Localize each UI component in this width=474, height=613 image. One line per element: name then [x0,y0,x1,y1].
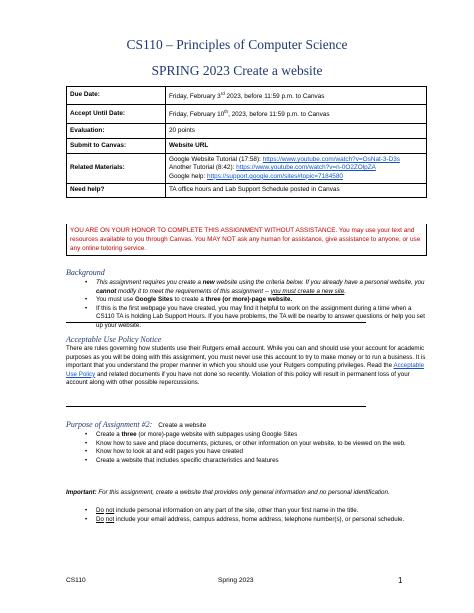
footer-term: Spring 2023 [218,577,254,584]
purpose-heading: Purpose of Assignment #2: Create a website [66,420,207,429]
aup-text: There are rules governing how students use their Rutgers email account. While you can and should use your account for academic purposes as you will be doing with this assignment, you must never use this account to try to make money or to run a business. It is important that you understand the proper manner in which you should use your Rutgers computing privileges. Read the Acceptable Use Policy and related documents if you have not done so recently. Violation of this policy will result in permanent loss of your account along with other possible repercussions. [66,345,426,387]
list-item: • If this is the first webpage you have created, you may find it helpful to work on the assignment during a time when a CS110 TA is holding Lab Support Hours. If you have problems, the TA will be nearby to answer questions or help you set up your website. [66,305,427,331]
background-heading: Background [66,268,105,277]
list-item: • You must use Google Sites to create a three (or more)-page website. [66,296,427,305]
material-link[interactable]: https://www.youtube.com/watch?v=n-0O2ZOlpZA [236,164,376,172]
evaluation-row [67,124,427,139]
purpose-list [66,431,427,465]
materials-label: Related Materials: [67,154,166,184]
footer-course: CS110 [66,577,86,584]
list-item: • Create a three (or more)-page website with subpages using Google Sites [66,431,427,440]
list-item: • Create a website that includes specific characteristics and features [66,457,427,466]
page-number: 1 [398,576,403,585]
important-note: Important: For this assignment, create a website that provides only general information and no personal identification. [66,489,390,496]
accept-until-label: Accept Until Date: [67,105,166,124]
due-date-label: Due Date: [67,87,166,105]
important-list [66,507,427,524]
divider [66,406,366,407]
accept-until-row [67,105,427,124]
list-item: • Do not include your email address, campus address, home address, telephone number(s), or personal schedule. [66,516,427,525]
aup-link[interactable]: Acceptable Use Policy [66,362,425,378]
material-link[interactable]: https://support.google.com/sites#topic=7184580 [207,172,343,180]
purpose-subtitle: Create a website [158,422,207,429]
material-item: Google Website Tutorial (17:58): https://www.youtube.com/watch?v=OsNat-3-D3s [169,156,400,163]
accept-until-value: Friday, February 10th, 2023, before 11:59 p.m. to Canvas [166,105,427,124]
help-label: Need help? [67,184,166,197]
due-date-value: Friday, February 3rd 2023, before 11:59 p.m. to Canvas [166,87,427,105]
submit-label: Submit to Canvas: [67,139,166,154]
honor-notice: YOU ARE ON YOUR HONOR TO COMPLETE THIS ASSIGNMENT WITHOUT ASSISTANCE. You may use your text and resources available to you through Canvas. You MAY NOT ask any human for assistance, give assistance to anyone, or use any online tutoring service. [66,224,427,256]
list-item: • Do not include personal information on any part of the site, other than your first name in the title. [66,507,427,516]
help-row [67,184,427,197]
assignment-info-table [66,86,427,198]
material-item: Another Tutorial (8:42): https://www.youtube.com/watch?v=n-0O2ZOlpZA [169,164,376,172]
materials-value [166,154,427,184]
submit-row [67,139,427,154]
list-item: • Know how to look at and edit pages you have created [66,448,427,457]
course-title: CS110 – Principles of Computer Science [126,37,348,52]
submit-value: Website URL [166,139,427,154]
aup-heading: Acceptable Use Policy Notice [66,335,162,344]
assignment-title: SPRING 2023 Create a website [151,63,323,78]
materials-row [67,154,427,184]
evaluation-value: 20 points [166,124,427,139]
due-date-row [67,87,427,105]
help-value: TA office hours and Lab Support Schedule posted in Canvas [166,184,427,197]
material-item: Google help: https://support.google.com/sites#topic=7184580 [169,172,343,180]
material-link[interactable]: https://www.youtube.com/watch?v=OsNat-3-D3s [262,156,400,163]
evaluation-label: Evaluation: [67,124,166,139]
list-item: • This assignment requires you create a new website using the criteria below. If you already have a personal website, you cannot modify it to meet the requirements of this assignment -- you must create a new site. [66,279,427,296]
list-item: • Know how to save and place documents, pictures, or other information on your website, to be viewed on the web. [66,440,427,449]
divider [66,322,366,323]
